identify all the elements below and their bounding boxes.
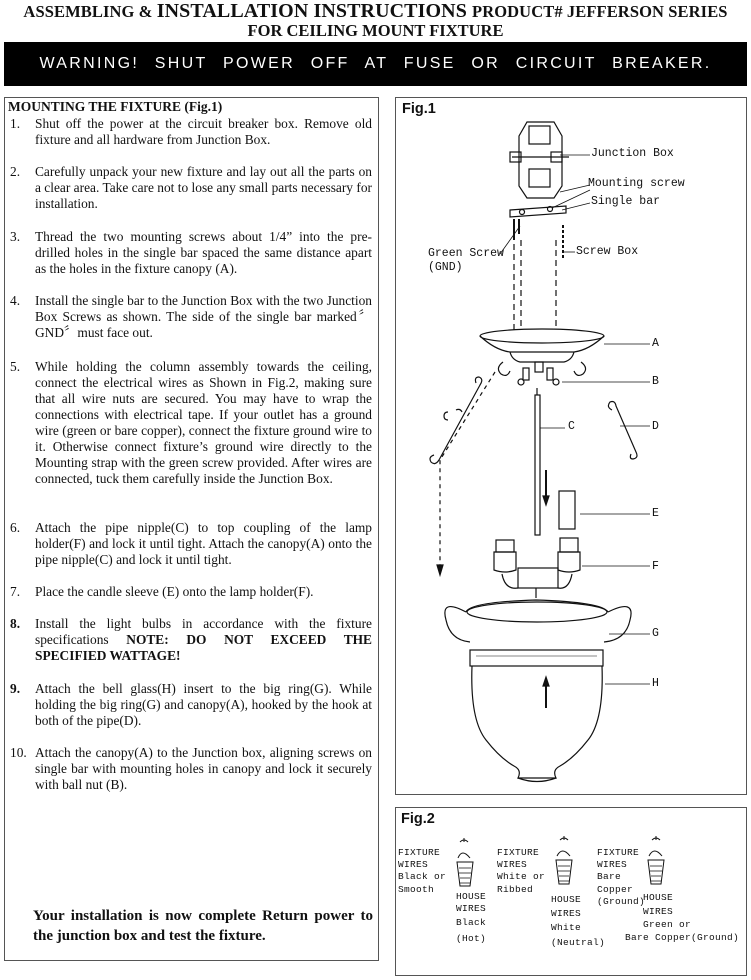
warning-banner: WARNING! SHUT POWER OFF AT FUSE OR CIRCUIT BREAKER. xyxy=(4,42,747,86)
step-4: 4. Install the single bar to the Junction Box with the two Junction Box Screws as shown. The side of the single bar marked〞GND〞must face out. xyxy=(10,293,372,340)
callout-d: D xyxy=(652,420,659,433)
title-part-1: ASSEMBLING & xyxy=(23,2,157,21)
house-wires-ground-top: HOUSE WIRES xyxy=(643,892,674,918)
step-8: 8. Install the light bulbs in accordance with the fixture specifications NOTE: DO NOT EXCEED THE SPECIFIED WATTAGE! xyxy=(10,616,372,663)
callout-b: B xyxy=(652,375,659,388)
step-7: 7. Place the candle sleeve (E) onto the lamp holder(F). xyxy=(10,584,314,599)
callout-single-bar: Single bar xyxy=(591,195,661,208)
wire-nut-white xyxy=(556,836,572,884)
step-9: 9. Attach the bell glass(H) insert to the big ring(G). While holding the big ring(G) and canopy(A), hooked by the hook at both of the pipe(D). xyxy=(10,681,372,728)
house-wires-black: HOUSE WIRES Black (Hot) xyxy=(456,891,487,944)
instructions-heading: MOUNTING THE FIXTURE (Fig.1) xyxy=(8,99,223,114)
callout-green-screw: Green Screw xyxy=(428,247,504,260)
step-2: 2. Carefully unpack your new fixture and lay out all the parts on a clear area. Take care not to lose any small parts necessary for installation. xyxy=(10,164,372,211)
fixture-wires-white: FIXTURE WIRES White or Ribbed xyxy=(497,847,546,895)
callout-e: E xyxy=(652,507,659,520)
callout-gnd: (GND) xyxy=(428,261,463,274)
fixture-wires-black: FIXTURE WIRES Black or Smooth xyxy=(398,847,447,895)
callout-h: H xyxy=(652,677,659,690)
completion-note: Your installation is now complete Return power to the junction box and test the fixture. xyxy=(33,908,373,944)
fig2-label: Fig.2 xyxy=(401,811,435,827)
house-wires-ground-desc: Bare Copper(Ground) xyxy=(625,932,740,943)
callout-g: G xyxy=(652,627,659,640)
wire-nut-ground xyxy=(648,836,664,884)
house-wires-white: HOUSE WIRES White (Neutral) xyxy=(551,894,606,948)
document-subtitle: FOR CEILING MOUNT FIXTURE xyxy=(247,21,504,40)
house-wires-ground-color: Green or xyxy=(643,919,692,930)
callout-f: F xyxy=(652,560,659,573)
callout-mounting-screw: Mounting screw xyxy=(588,177,685,190)
callout-junction-box: Junction Box xyxy=(591,147,674,160)
step-10: 10. Attach the canopy(A) to the Junction box, aligning screws on single bar with mounting holes in canopy and lock it securely with ball nut (B). xyxy=(10,745,372,792)
step-3: 3. Thread the two mounting screws about 1/4” into the pre-drilled holes in the single bar spaced the same distance apart as the holes in the fixture canopy (A). xyxy=(10,229,372,276)
step-5: 5. While holding the column assembly towards the ceiling, connect the electrical wires as Shown in Fig.2, making sure that all wire nuts are secured. You may have to wrap the connections with electrical tape. If your outlet has a ground wire (green or bare copper), connect the fixture ground wire to it. Otherwise connect fixture’s ground wire directly to the Mounting strap with the green screw provided. After wires are connected, tuck them carefully inside the Junction Box. xyxy=(10,359,372,486)
title-part-2: INSTALLATION INSTRUCTIONS xyxy=(156,0,473,22)
fig1-label: Fig.1 xyxy=(402,101,436,117)
wire-nut-black xyxy=(457,838,473,886)
step-1: 1. Shut off the power at the circuit breaker box. Remove old fixture and all hardware from Junction Box. xyxy=(10,116,372,147)
callout-a: A xyxy=(652,337,659,350)
step-6: 6. Attach the pipe nipple(C) to top coupling of the lamp holder(F) and lock it until tight. Attach the canopy(A) onto the pipe nipple(C) and lock it until tight. xyxy=(10,520,372,567)
title-part-3: PRODUCT# JEFFERSON SERIES xyxy=(472,2,728,21)
callout-c: C xyxy=(568,420,575,433)
callout-screw-box: Screw Box xyxy=(576,245,639,258)
fixture-wires-ground: FIXTURE WIRES Bare Copper (Ground) xyxy=(597,847,646,907)
